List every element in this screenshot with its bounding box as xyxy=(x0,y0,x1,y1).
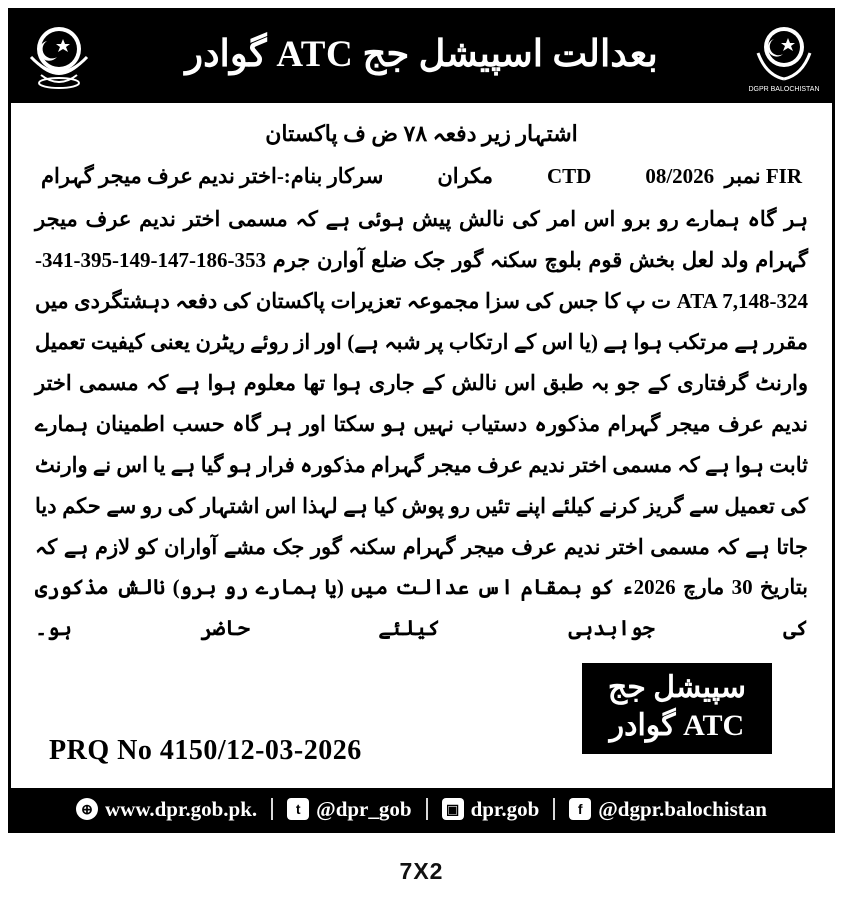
contact-facebook[interactable] xyxy=(569,797,767,822)
prq-number: PRQ No 4150/12-03-2026 xyxy=(49,735,362,767)
notice-paragraph: ہر گاہ ہمارے رو برو اس امر کی نالش پیش ہوئی ہے کہ مسمی اختر ندیم عرف میجر گہرام ولد لعل بخش قوم بلوچ سکنہ گور جک ضلع آوارن جرم 353-186-147-149-395-341-324-148,ATA 7 ت پ کا جس کی سزا مجموعہ تعزیرات پاکستان کی دفعہ دہشتگردی میں مقرر ہے مرتکب ہوا ہے (یا اس کے ارتکاب پر شبہ ہے) اور از روئے ریٹرن یعنی کیفیت تعمیل وارنٹ گرفتاری کے جو بہ طبق اس نالش کے جاری ہوا تھا معلوم ہوا ہے کہ مسمی اختر ندیم عرف میجر گہرام مذکورہ دستیاب نہیں ہو سکتا اور ہر گاہ حسب اطمینان ہمارے ثابت ہوا ہے کہ مسمی اختر ندیم عرف میجر گہرام مذکورہ فرار ہو گیا ہے یا اس نے وارنٹ کی تعمیل سے گریز کرنے کیلئے اپنے تئیں رو پوش کیا ہے لہذا اس اشتہار کی رو سے حکم دیا جاتا ہے کہ مسمی اختر ندیم عرف میجر گہرام سکنہ گور جک مشے آواران کو لازم ہے کہ بتاریخ 30 مارچ 2026ء کو بمقام اس عدالت میں (یا ہمارے رو برو) نالش مذکوری کی جوابدہی کیلئے حاضر ہو۔ xyxy=(35,207,809,641)
notice-subtitle: اشتہار زیر دفعہ ۷۸ ض ف پاکستان xyxy=(265,121,578,146)
signature-row xyxy=(31,663,812,771)
notice-header xyxy=(11,11,832,103)
fir-district: مکران xyxy=(437,164,494,188)
fir-line xyxy=(31,164,812,189)
notice-header-title: بعدالت اسپیشل جج ATC گوادر xyxy=(185,33,658,75)
ad-size-caption: 7X2 xyxy=(399,858,444,884)
fir-police-station: CTD xyxy=(547,164,592,188)
contact-instagram[interactable] xyxy=(442,797,540,822)
divider xyxy=(553,798,555,820)
contact-facebook-text: @dgpr.balochistan xyxy=(598,796,767,821)
court-notice-advertisement xyxy=(8,8,835,833)
fir-label-number: FIR نمبر 08/2026 xyxy=(645,164,802,188)
notice-body xyxy=(11,103,832,771)
twitter-icon: t xyxy=(287,798,309,820)
contact-website-text: www.dpr.gob.pk. xyxy=(105,796,258,821)
contact-instagram-text: dpr.gob xyxy=(470,796,540,821)
instagram-icon: ▣ xyxy=(442,798,464,820)
signature-block xyxy=(582,663,772,754)
contact-bar xyxy=(11,788,832,830)
svg-text:DGPR BALOCHISTAN: DGPR BALOCHISTAN xyxy=(748,86,820,93)
signature-line-2: ATC گوادر xyxy=(609,708,745,742)
balochistan-police-crest xyxy=(17,17,101,97)
globe-icon: ⊕ xyxy=(76,798,98,820)
contact-twitter-text: @dpr_gob xyxy=(316,796,412,821)
fir-state-vs: سرکار بنام:-اختر ندیم عرف میجر گہرام xyxy=(41,164,384,188)
divider xyxy=(271,798,273,820)
contact-twitter[interactable] xyxy=(287,797,411,822)
dgpr-balochistan-crest xyxy=(742,17,826,97)
divider xyxy=(426,798,428,820)
signature-line-1: سپیشل جج xyxy=(607,671,746,705)
facebook-icon: f xyxy=(569,798,591,820)
contact-website[interactable] xyxy=(76,797,257,822)
